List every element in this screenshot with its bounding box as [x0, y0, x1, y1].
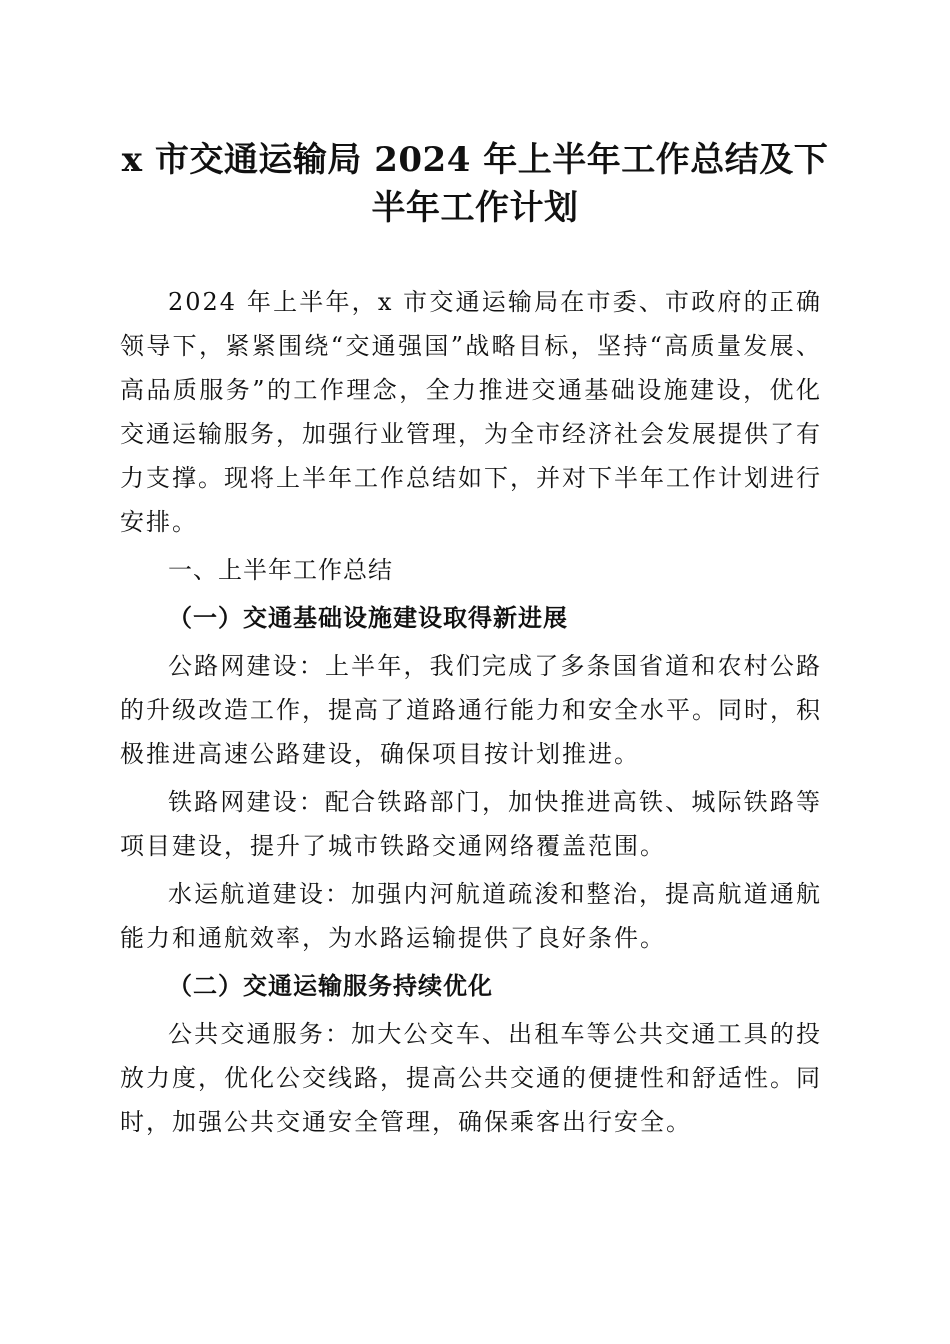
subsection-heading-1: （一）交通基础设施建设取得新进展 — [168, 603, 568, 632]
subsection-heading-2: （二）交通运输服务持续优化 — [168, 971, 493, 1000]
document-body — [120, 280, 822, 1148]
waterway-paragraph: 水运航道建设：加强内河航道疏浚和整治，提高航道通航能力和通航效率，为水路运输提供了良好条件。 — [120, 880, 822, 952]
section-heading-1: 一、上半年工作总结 — [168, 556, 393, 584]
document-title: x 市交通运输局 2024 年上半年工作总结及下半年工作计划 — [121, 140, 829, 228]
railway-paragraph: 铁路网建设：配合铁路部门，加快推进高铁、城际铁路等项目建设，提升了城市铁路交通网络覆盖范围。 — [120, 788, 822, 860]
public-transit-paragraph: 公共交通服务：加大公交车、出租车等公共交通工具的投放力度，优化公交线路，提高公共交通的便捷性和舒适性。同时，加强公共交通安全管理，确保乘客出行安全。 — [120, 1020, 822, 1136]
intro-paragraph: 2024 年上半年，x 市交通运输局在市委、市政府的正确领导下，紧紧围绕“交通强国”战略目标，坚持“高质量发展、高品质服务”的工作理念，全力推进交通基础设施建设，优化交通运输服务，加强行业管理，为全市经济社会发展提供了有力支撑。现将上半年工作总结如下，并对下半年工作计划进行安排。 — [120, 288, 822, 536]
highway-paragraph: 公路网建设：上半年，我们完成了多条国省道和农村公路的升级改造工作，提高了道路通行能力和安全水平。同时，积极推进高速公路建设，确保项目按计划推进。 — [120, 652, 822, 768]
